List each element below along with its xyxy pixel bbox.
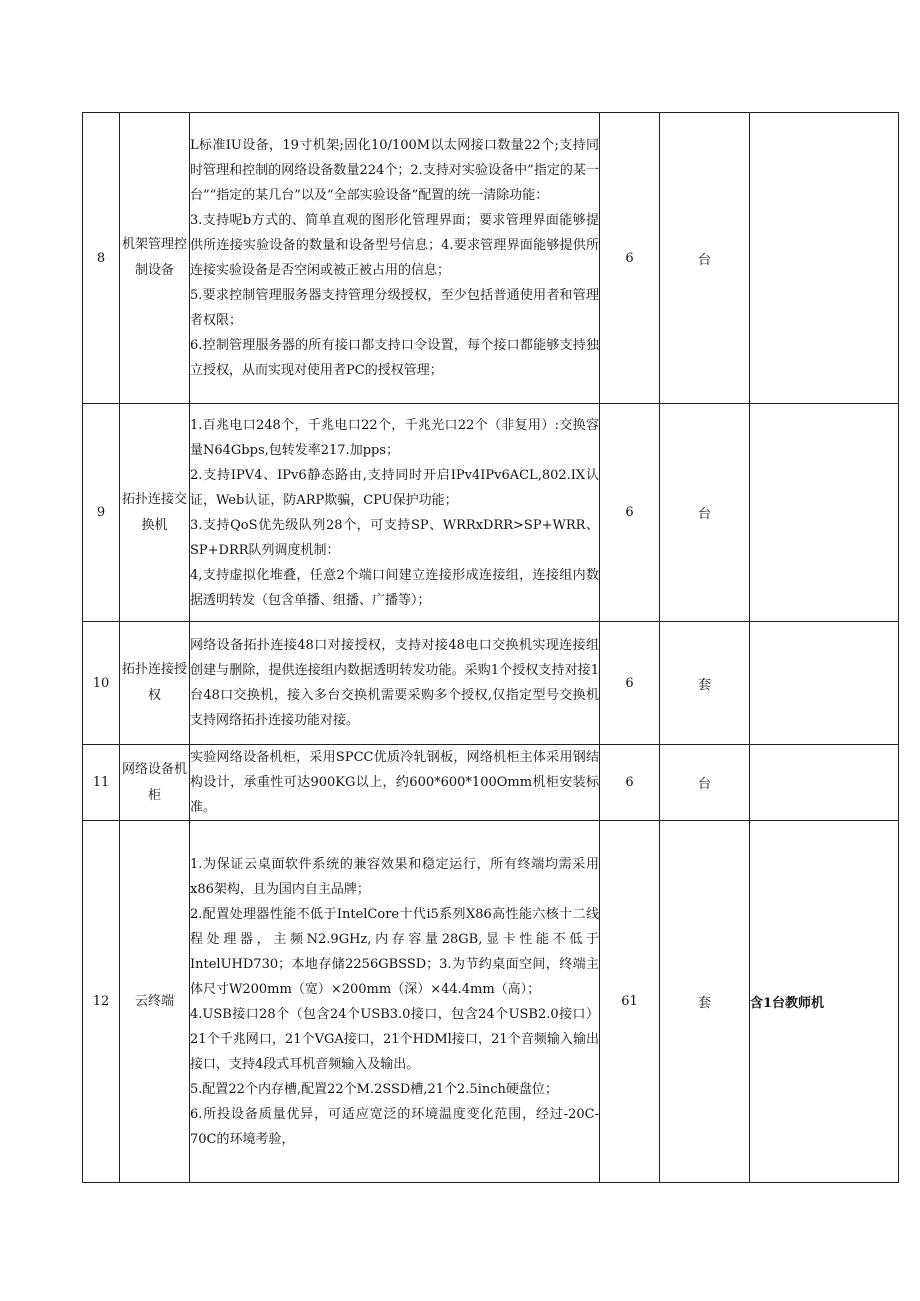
item-note: 含1台教师机 — [750, 821, 899, 1183]
row-number: 11 — [83, 745, 120, 821]
table-row — [83, 404, 899, 622]
item-name: 网络设备机柜 — [120, 745, 190, 821]
spec-line: 2.配置处理器性能不低于IntelCore十代i5系列X86高性能六核十二线程处理器，主频N2.9GHz,内存容量28GB,显卡性能不低于IntelUHD730；本地存储2256GBSSD；3.为节约桌面空间，终端主体尺寸W200mm（宽）×200mm（深）×44.4mm（高）； — [190, 906, 599, 997]
spec-line: 1.百兆电口248个，千兆电口22个，千兆光口22个（非复用）:交换容量N64Gbps,包转发率217.加pps； — [190, 417, 599, 458]
spec-line: 1.为保证云桌面软件系统的兼容效果和稳定运行，所有终端均需采用x86架构，且为国内自主品牌； — [190, 856, 599, 897]
item-quantity: 6 — [600, 745, 660, 821]
equipment-spec-table — [82, 112, 899, 1183]
spec-line: 4.USB接口28个（包含24个USB3.0接口，包含24个USB2.0接口）21个千兆网口，21个VGA接口，21个HDMl接口，21个音频输入输出接口，支持4段式耳机音频输入及输出。 — [190, 1006, 599, 1072]
item-name: 拓扑连接授权 — [120, 622, 190, 745]
row-number: 8 — [83, 113, 120, 404]
item-name: 云终端 — [120, 821, 190, 1183]
spec-line: 3.支持QoS优先级队列28个，可支持SP、WRRxDRR>SP+WRR、SP+DRR队列调度机制： — [190, 517, 599, 558]
item-unit: 台 — [660, 745, 750, 821]
item-note — [750, 622, 899, 745]
spec-line: L标准IU设备，19寸机架;固化10/100M以太网接口数量22个;支持同时管理和控制的网络设备数量224个；2.支持对实验设备中”指定的某一台”“指定的某几台”以及“全部实验设备”配置的统一清除功能： — [190, 138, 599, 203]
item-spec — [190, 821, 600, 1183]
item-spec — [190, 745, 600, 821]
item-name: 拓扑连接交换机 — [120, 404, 190, 622]
table-row — [83, 745, 899, 821]
row-number: 12 — [83, 821, 120, 1183]
item-quantity: 6 — [600, 404, 660, 622]
item-spec — [190, 404, 600, 622]
item-spec — [190, 113, 600, 404]
item-quantity: 61 — [600, 821, 660, 1183]
spec-line: 5.要求控制管理服务器支持管理分级授权，至少包括普通使用者和管理者权限； — [190, 288, 599, 328]
item-unit: 套 — [660, 622, 750, 745]
item-name: 机架管理控制设备 — [120, 113, 190, 404]
spec-line: 网络设备拓扑连接48口对接授权，支持对接48电口交换机实现连接组创建与删除，提供连接组内数据透明转发功能。采购1个授权支持对接1台48口交换机，接入多台交换机需要采购多个授权,仅指定型号交换机支持网络拓扑连接功能对接。 — [190, 638, 599, 728]
row-number: 10 — [83, 622, 120, 745]
table-row — [83, 113, 899, 404]
spec-line: 6.所投设备质量优异，可适应宽泛的环境温度变化范围，经过-20C-70C的环境考验， — [190, 1106, 599, 1147]
row-number: 9 — [83, 404, 120, 622]
item-unit: 台 — [660, 113, 750, 404]
spec-line: 实验网络设备机柜，采用SPCC优质冷轧钢板，网络机柜主体采用钢结构设计，承重性可达900KG以上，约600*600*100Omm机柜安装标准。 — [190, 750, 599, 815]
item-note — [750, 113, 899, 404]
spec-line: 4,支持虚拟化堆叠，任意2个端口间建立连接形成连接组，连接组内数据透明转发（包含单播、组播、广播等）； — [190, 567, 599, 608]
spec-line: 3.支持呢b方式的、简单直观的图形化管理界面；要求管理界面能够提供所连接实验设备的数量和设备型号信息；4.要求管理界面能够提供所连接实验设备是否空闲或被正被占用的信息； — [190, 213, 599, 278]
spec-line: 6.控制管理服务器的所有接口都支持口令设置，每个接口都能够支持独立授权，从而实现对使用者PC的授权管理； — [190, 338, 599, 378]
table-row — [83, 622, 899, 745]
item-unit: 套 — [660, 821, 750, 1183]
spec-line: 5.配置22个内存槽,配置22个M.2SSD槽,21个2.5inch硬盘位； — [190, 1081, 558, 1097]
item-note — [750, 404, 899, 622]
item-quantity: 6 — [600, 622, 660, 745]
item-note — [750, 745, 899, 821]
item-unit: 台 — [660, 404, 750, 622]
spec-line: 2.支持IPV4、IPv6静态路由,支持同时开启IPv4IPv6ACL,802.IX认证，Web认证，防ARP欺骗，CPU保护功能； — [190, 467, 599, 508]
item-spec — [190, 622, 600, 745]
table-row — [83, 821, 899, 1183]
item-quantity: 6 — [600, 113, 660, 404]
